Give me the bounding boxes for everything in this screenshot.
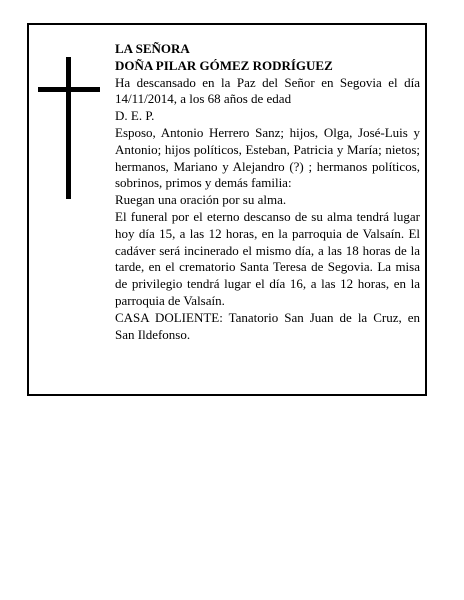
deceased-name: DOÑA PILAR GÓMEZ RODRÍGUEZ xyxy=(115,57,333,73)
notice-text xyxy=(115,41,420,343)
dep-line: D. E. P. xyxy=(115,108,155,124)
funeral-details: El funeral por el eterno descanso de su alma tendrá lugar hoy día 15, a las 12 horas, en la parroquia de Valsaín. El cadáver será incinerado el mismo día, a las 18 horas de la tarde, en el crematorio Santa Teresa de Segovia. La misa de privilegio tendrá lugar el día 16, a las 12 horas, en la parroquia de Valsaín. xyxy=(115,208,420,308)
prayer-request: Ruegan una oración por su alma. xyxy=(115,192,287,208)
obituary-notice xyxy=(27,23,427,396)
rest-statement: Ha descansado en la Paz del Señor en Segovia el día 14/11/2014, a los 68 años de edad xyxy=(115,74,420,107)
cross-vertical-bar xyxy=(66,57,71,199)
latin-cross-icon xyxy=(38,57,100,199)
mourning-house: CASA DOLIENTE: Tanatorio San Juan de la Cruz, en San Ildefonso. xyxy=(115,309,420,342)
cross-horizontal-bar xyxy=(38,87,100,92)
family-list: Esposo, Antonio Herrero Sanz; hijos, Olga, José-Luis y Antonio; hijos políticos, Esteban, Patricia y María; nietos; hermanos, Mariano y Alejandro (?) ; hermanos políticos, sobrinos, primos y demás familia: xyxy=(115,124,420,191)
heading-title: LA SEÑORA xyxy=(115,41,190,56)
